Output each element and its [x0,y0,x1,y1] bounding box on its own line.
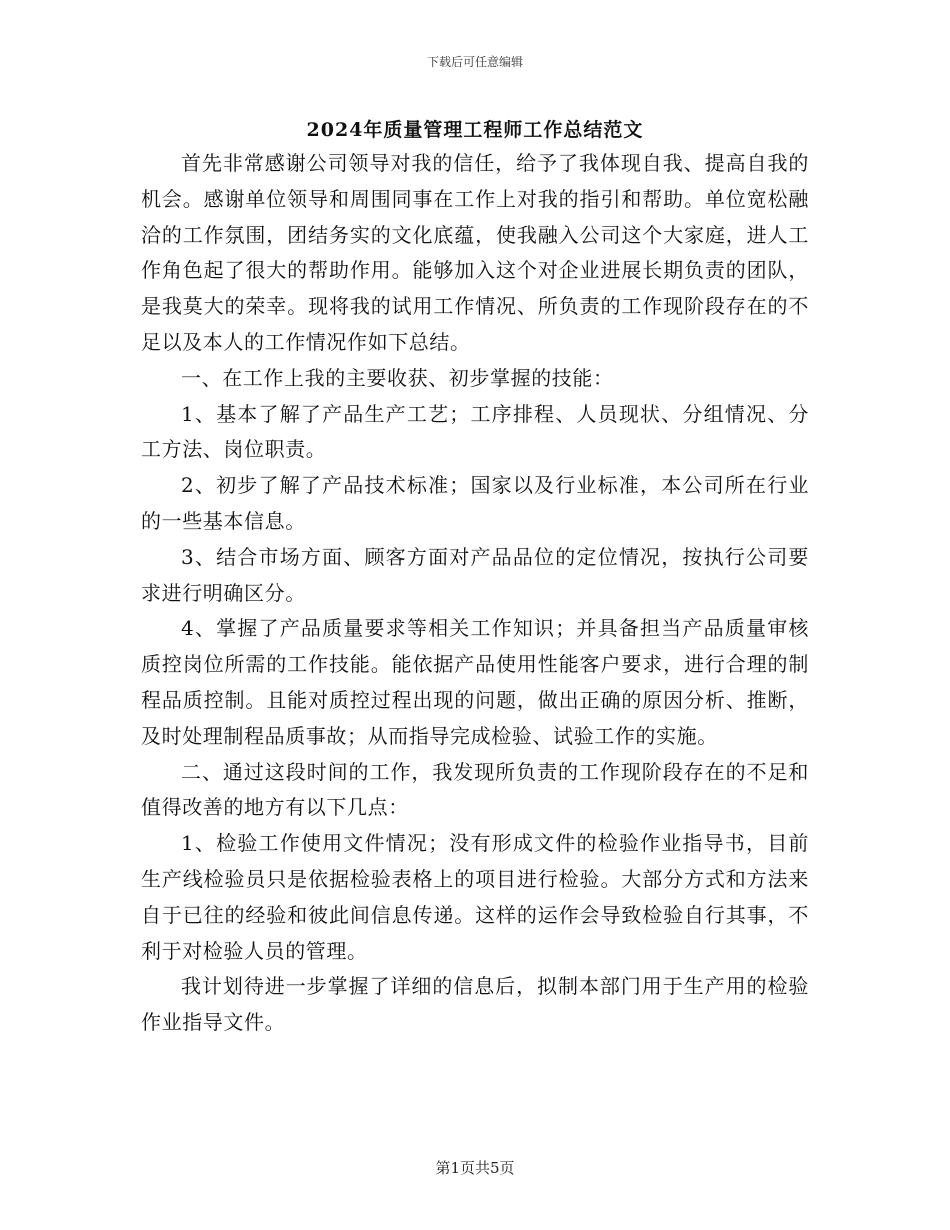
gains-item-3: 3、结合市场方面、顾客方面对产品品位的定位情况，按执行公司要求进行明确区分。 [141,544,809,605]
section-heading-gains: 一、在工作上我的主要收获、初步掌握的技能： [181,365,614,390]
page-number: 第1页共5页 [435,1159,515,1177]
paragraph-intro: 首先非常感谢公司领导对我的信任，给予了我体现自我、提高自我的机会。感谢单位领导和周围同事在工作上对我的指引和帮助。单位宽松融洽的工作氛围，团结务实的文化底蕴，使我融入公司这个大家庭，进人工作角色起了很大的帮助作用。能够加入这个对企业进展长期负责的团队，是我莫大的荣幸。现将我的试用工作情况、所负责的工作现阶段存在的不足以及本人的工作情况作如下总结。 [141,151,809,354]
document-title: 2024年质量管理工程师工作总结范文 [306,119,644,141]
gains-item-4: 4、掌握了产品质量要求等相关工作知识；并具备担当产品质量审核质控岗位所需的工作技能。能依据产品使用性能客户要求，进行合理的制程品质控制。且能对质控过程出现的问题，做出正确的原因分析、推断，及时处理制程品质事故；从而指导完成检验、试验工作的实施。 [141,616,809,748]
header-note: 下载后可任意编辑 [426,55,523,69]
shortcomings-item-1: 1、检验工作使用文件情况；没有形成文件的检验作业指导书，目前生产线检验员只是依据检验表格上的项目进行检验。大部分方式和方法来自于已往的经验和彼此间信息传递。这样的运作会导致检验自行其事，不利于对检验人员的管理。 [141,831,809,963]
plan-paragraph: 我计划待进一步掌握了详细的信息后，拟制本部门用于生产用的检验作业指导文件。 [141,974,809,1035]
gains-item-2: 2、初步了解了产品技术标准；国家以及行业标准，本公司所在行业的一些基本信息。 [141,473,809,533]
section-heading-shortcomings: 二、通过这段时间的工作，我发现所负责的工作现阶段存在的不足和值得改善的地方有以下几点： [141,759,809,820]
document-body [141,146,809,1041]
gains-item-1: 1、基本了解了产品生产工艺；工序排程、人员现状、分组情况、分工方法、岗位职责。 [141,401,809,462]
